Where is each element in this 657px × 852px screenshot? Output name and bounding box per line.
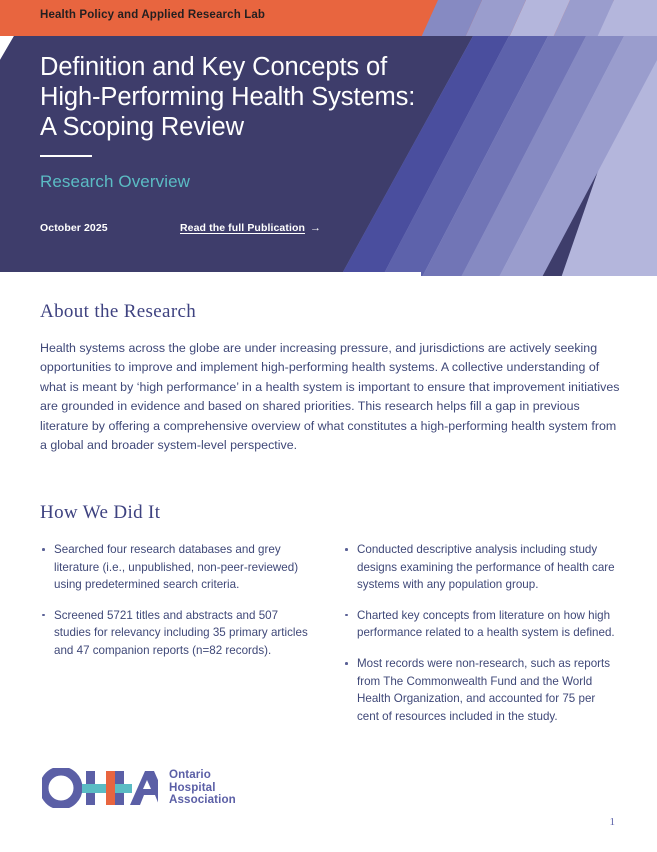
oha-logo-line-3: Association: [169, 793, 236, 807]
read-full-publication-label: Read the full Publication: [180, 222, 306, 234]
page-subtitle: Research Overview: [40, 172, 191, 191]
page-number: 1: [609, 816, 615, 828]
list-item: Most records were non-research, such as reports from The Commonwealth Fund and the World Health Organization, and accounted for 75 per cent of resources included in the study.: [343, 655, 620, 725]
list-item: Charted key concepts from literature on how high performance related to a health system is defined.: [343, 607, 620, 642]
read-full-publication-link[interactable]: [180, 222, 321, 234]
oha-logo-line-1: Ontario: [169, 768, 211, 782]
lab-eyebrow-label: Health Policy and Applied Research Lab: [40, 9, 266, 21]
page-title-line-2: High-Performing Health Systems:: [40, 83, 416, 111]
how-bullet-list-right: [343, 541, 620, 725]
how-we-did-it-heading: How We Did It: [40, 502, 161, 523]
about-heading: About the Research: [40, 301, 197, 322]
page-title-line-1: Definition and Key Concepts of: [40, 53, 388, 81]
oha-logo-mark-icon: [42, 768, 158, 808]
about-body-text: [40, 339, 620, 455]
publication-date: October 2025: [40, 222, 108, 234]
page-title-line-3: A Scoping Review: [40, 113, 244, 141]
how-column-right: [343, 541, 620, 725]
oha-logo-line-2: Hospital: [169, 780, 216, 794]
page-title: [40, 52, 460, 142]
list-item: Searched four research databases and grey literature (i.e., unpublished, non-peer-reviewed) using predetermined search criteria.: [40, 541, 317, 594]
oha-logo: [42, 768, 236, 808]
title-divider-rule: [40, 155, 92, 157]
about-paragraph: Health systems across the globe are under increasing pressure, and jurisdictions are actively seeking opportunities to improve and implement high-performing health systems. A collective understanding of what is meant by ‘high performance’ in a health system is important to ensure that improvement initiatives are grounded in evidence and based on shared priorities. This research helps fill a gap in previous literature by offering a comprehensive overview of what constitutes a high-performing health system from a global and broader system-level perspective.: [40, 341, 620, 453]
how-bullet-list-left: [40, 541, 317, 660]
list-item: Conducted descriptive analysis including study designs examining the performance of health care systems with any population group.: [343, 541, 620, 594]
bottom-trim: [0, 276, 657, 281]
header-meta-row: [40, 222, 321, 234]
arrow-right-icon: →: [310, 222, 322, 234]
about-the-research-section: [40, 301, 620, 455]
document-header: [0, 0, 657, 281]
oha-logo-wordmark: [169, 769, 236, 807]
how-we-did-it-section: [40, 502, 620, 725]
how-column-left: [40, 541, 317, 725]
document-footer: [0, 762, 657, 852]
how-we-did-it-columns: [40, 541, 620, 725]
list-item: Screened 5721 titles and abstracts and 507 studies for relevancy including 35 primary articles and 47 companion reports (n=82 records).: [40, 607, 317, 660]
